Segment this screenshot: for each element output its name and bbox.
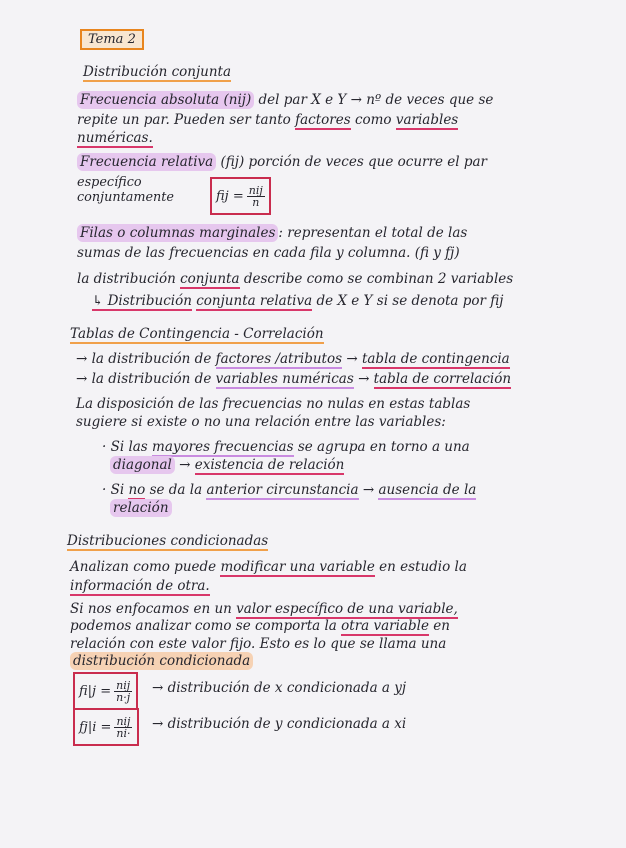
line-text: repite un par. Pueden ser tanto	[77, 112, 291, 128]
term-valor-especifico: valor específico de una variable,	[236, 601, 458, 617]
line-analizan	[70, 561, 467, 575]
term-filas-columnas-marginales: Filas o columnas marginales	[77, 224, 278, 242]
term-modificar-variable: modificar una variable	[220, 559, 375, 575]
bullet-mayores-frecuencias	[102, 441, 470, 455]
formula-condicionada-y	[73, 708, 139, 746]
line-diagonal	[110, 459, 344, 473]
line-distribucion-condicionada	[70, 655, 253, 669]
arrow: →	[362, 482, 375, 498]
line-factores-atributos	[76, 353, 510, 367]
section-title-distribucion-conjunta	[83, 66, 231, 80]
section-title-text: Tablas de Contingencia - Correlación	[70, 326, 324, 342]
term-variables: variables	[395, 112, 459, 128]
formula-condicionada-x-text	[152, 682, 406, 696]
section-title-text: Distribuciones condicionadas	[67, 533, 269, 549]
line-text: relación con este valor fijo. Esto es lo que se llama una	[70, 636, 447, 652]
arrow: →	[346, 351, 358, 367]
term-frecuencia-absoluta: Frecuencia absoluta (nij)	[77, 91, 254, 109]
bullet-anterior-circunstancia	[102, 484, 476, 498]
formula-fraction	[247, 185, 265, 208]
term-relacion: relación	[110, 499, 172, 517]
formula-numerator: nij	[248, 183, 263, 197]
line-sumas	[77, 247, 460, 261]
formula-denominator: n·j	[116, 690, 131, 704]
arrow: →	[358, 371, 370, 387]
term-factores: factores	[295, 112, 351, 128]
formula-denominator: ni·	[116, 726, 131, 740]
line-text: → distribución de y condicionada a xi	[152, 716, 407, 732]
line-informacion	[70, 580, 210, 594]
formula-denominator: n	[252, 195, 260, 209]
line-especifico	[77, 177, 142, 190]
line-text: → distribución de x condicionada a yj	[152, 680, 407, 696]
line-relacion	[110, 502, 172, 516]
term-distribucion-condicionada: distribución condicionada	[70, 652, 253, 670]
line-conjunta-relativa	[92, 295, 503, 309]
term-tabla-contingencia: tabla de contingencia	[361, 351, 510, 367]
term-frecuencia-relativa: Frecuencia relativa	[77, 153, 216, 171]
line-conjuntamente	[77, 192, 174, 205]
term-variables-numericas: variables numéricas	[215, 371, 354, 387]
line-text: como	[354, 112, 392, 128]
line-text: (fij) porción de veces que ocurre el par	[220, 154, 487, 170]
term-conjunta: conjunta	[180, 271, 240, 287]
term-factores-atributos: factores /atributos	[215, 351, 343, 367]
term-conjunta-relativa: conjunta relativa	[196, 293, 313, 309]
line-text: conjuntamente	[77, 190, 175, 205]
formula-fraction	[114, 680, 132, 703]
formula-numerator: nij	[116, 714, 131, 728]
line-repite-par	[77, 114, 458, 128]
term-no: no	[128, 482, 146, 498]
formula-frecuencia-relativa	[210, 177, 271, 215]
term-ausencia: ausencia de la	[378, 482, 477, 498]
formula-lhs: fij =	[216, 188, 244, 204]
line-text: se agrupa en torno a una	[297, 439, 470, 455]
term-existencia-relacion: existencia de relación	[194, 457, 345, 473]
formula-numerator: nij	[116, 678, 131, 692]
line-numericas	[77, 132, 153, 146]
bullet-text: · Si	[102, 482, 125, 498]
formula-condicionada-x	[73, 672, 138, 710]
line-text: la distribución	[77, 271, 176, 287]
line-podemos	[70, 620, 450, 634]
term-tabla-correlacion: tabla de correlación	[373, 371, 512, 387]
line-text: específico	[77, 175, 142, 190]
line-text: La disposición de las frecuencias no nulas en estas tablas	[76, 396, 471, 412]
line-text: sugiere si existe o no una relación entre las variables:	[76, 414, 446, 430]
section-title-distribuciones-condicionadas	[67, 535, 268, 549]
arrow: →	[179, 457, 191, 473]
line-enfocamos	[70, 603, 458, 617]
formula-fraction	[114, 716, 132, 739]
line-frecuencia-relativa	[77, 156, 487, 170]
line-text: → la distribución de	[76, 371, 212, 387]
line-text: Si nos enfocamos en un	[70, 601, 232, 617]
section-title-tablas-contingencia	[70, 328, 324, 342]
formula-condicionada-y-text	[152, 718, 406, 732]
line-relacion-valor	[70, 638, 446, 652]
line-distribucion-conjunta	[77, 273, 513, 287]
formula-lhs: fi|j =	[79, 683, 112, 699]
line-text: describe como se combinan 2 variables	[243, 271, 514, 287]
tema-text: Tema 2	[88, 32, 136, 47]
line-text: en	[433, 618, 450, 634]
formula-lhs: fj|i =	[79, 719, 112, 735]
line-filas-columnas	[77, 227, 467, 241]
term-numericas: numéricas.	[77, 130, 153, 146]
term-distribucion: ↳ Distribución	[92, 293, 192, 309]
term-informacion-otra: información de otra.	[70, 578, 210, 594]
line-text: Analizan como puede	[70, 559, 217, 575]
line-variables-numericas	[76, 373, 511, 387]
line-text: del par X e Y → nº de veces que se	[258, 92, 494, 108]
line-frecuencia-absoluta	[77, 94, 493, 108]
line-text: en estudio la	[379, 559, 467, 575]
tema-label	[80, 29, 144, 50]
term-anterior-circunstancia: anterior circunstancia	[206, 482, 359, 498]
line-text: se da la	[149, 482, 203, 498]
term-otra-variable: otra variable	[341, 618, 429, 634]
line-text: podemos analizar como se comporta la	[70, 618, 337, 634]
term-mayores-frecuencias: mayores frecuencias	[152, 439, 294, 455]
line-sugiere	[76, 416, 446, 430]
line-text: sumas de las frecuencias en cada fila y columna. (fi y fj)	[77, 245, 460, 261]
line-disposicion	[76, 398, 470, 412]
bullet-text: · Si las	[102, 439, 148, 455]
term-diagonal: diagonal	[110, 456, 175, 474]
section-title-text: Distribución conjunta	[83, 64, 232, 80]
line-text: → la distribución de	[76, 351, 212, 367]
line-text: : representan el total de las	[278, 225, 468, 241]
line-text: de X e Y si se denota por fij	[316, 293, 504, 309]
